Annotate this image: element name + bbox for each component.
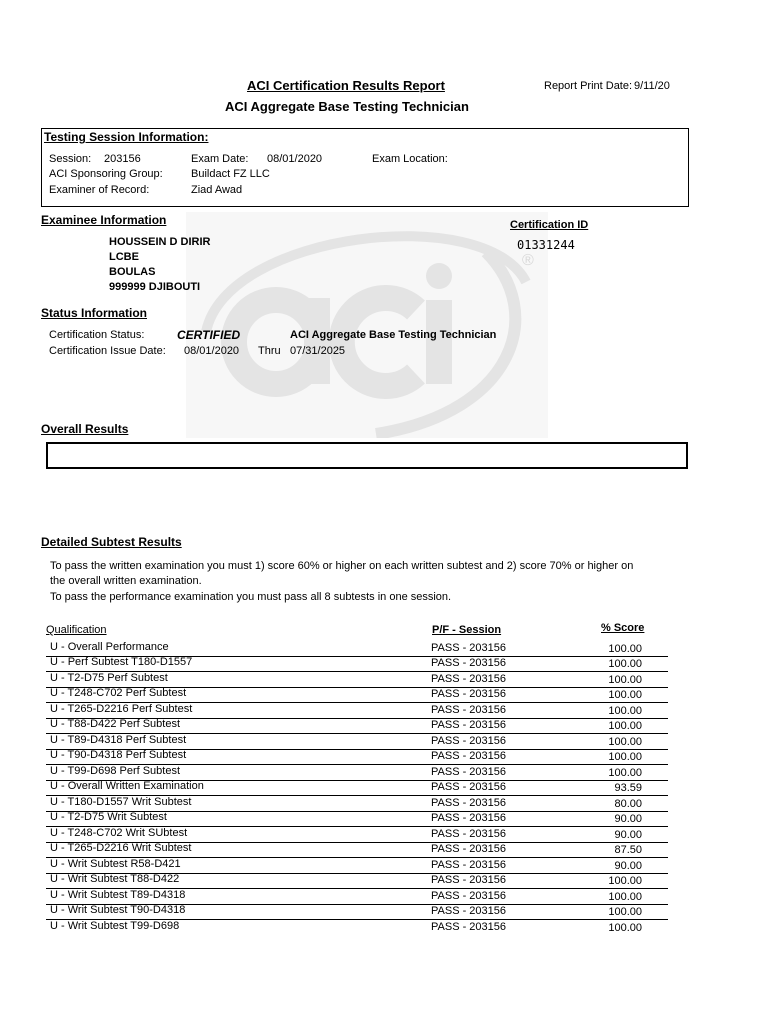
score-cell: 100.00 bbox=[608, 767, 642, 779]
column-header-qualification: Qualification bbox=[46, 624, 107, 636]
qualification-cell: U - T180-D1557 Writ Subtest bbox=[50, 796, 192, 808]
score-cell: 90.00 bbox=[614, 860, 642, 872]
cert-status-value: CERTIFIED bbox=[177, 328, 241, 342]
qualification-cell: U - T90-D4318 Perf Subtest bbox=[50, 749, 187, 761]
table-row bbox=[46, 889, 668, 905]
registered-mark: ® bbox=[522, 252, 534, 269]
qualification-cell: U - T88-D422 Perf Subtest bbox=[50, 718, 181, 730]
qualification-cell: U - Writ Subtest T88-D422 bbox=[50, 873, 180, 885]
qualification-cell: U - T2-D75 Writ Subtest bbox=[50, 811, 167, 823]
written-exam-note-line-1: To pass the written examination you must 1) score 60% or higher on each written subtest and 2) score 70% or higher on bbox=[50, 560, 634, 572]
score-cell: 80.00 bbox=[614, 798, 642, 810]
score-cell: 100.00 bbox=[608, 658, 642, 670]
score-cell: 90.00 bbox=[614, 813, 642, 825]
report-title: ACI Certification Results Report bbox=[247, 78, 445, 93]
qualification-cell: U - T265-D2216 Perf Subtest bbox=[50, 703, 193, 715]
pf-session-cell: PASS - 203156 bbox=[431, 750, 507, 762]
score-cell: 100.00 bbox=[608, 891, 642, 903]
aci-watermark-logo bbox=[186, 212, 548, 438]
pf-session-cell: PASS - 203156 bbox=[431, 874, 507, 886]
detailed-results-heading: Detailed Subtest Results bbox=[41, 535, 182, 549]
pf-session-cell: PASS - 203156 bbox=[431, 905, 507, 917]
table-row bbox=[46, 749, 668, 765]
score-cell: 100.00 bbox=[608, 674, 642, 686]
table-row bbox=[46, 873, 668, 889]
table-row bbox=[46, 656, 668, 672]
score-cell: 100.00 bbox=[608, 705, 642, 717]
pf-session-cell: PASS - 203156 bbox=[431, 843, 507, 855]
score-cell: 100.00 bbox=[608, 875, 642, 887]
examinee-line-3: BOULAS bbox=[109, 266, 156, 278]
qualification-cell: U - T89-D4318 Perf Subtest bbox=[50, 734, 187, 746]
pf-session-cell: PASS - 203156 bbox=[431, 704, 507, 716]
overall-results-box bbox=[46, 442, 688, 469]
pf-session-cell: PASS - 203156 bbox=[431, 673, 507, 685]
table-row bbox=[46, 858, 668, 874]
table-row bbox=[46, 641, 668, 657]
score-cell: 100.00 bbox=[608, 922, 642, 934]
qualification-cell: U - T248-C702 Writ SUbtest bbox=[50, 827, 188, 839]
qualification-cell: U - Writ Subtest R58-D421 bbox=[50, 858, 181, 870]
performance-exam-note: To pass the performance examination you must pass all 8 subtests in one session. bbox=[50, 591, 452, 603]
table-row bbox=[46, 734, 668, 750]
table-row bbox=[46, 718, 668, 734]
qualification-cell: U - Overall Written Examination bbox=[50, 780, 204, 792]
table-row bbox=[46, 765, 668, 781]
score-cell: 100.00 bbox=[608, 751, 642, 763]
pf-session-cell: PASS - 203156 bbox=[431, 688, 507, 700]
column-header-score: % Score bbox=[601, 622, 645, 634]
pf-session-cell: PASS - 203156 bbox=[431, 719, 507, 731]
score-cell: 100.00 bbox=[608, 689, 642, 701]
cert-status-label: Certification Status: bbox=[49, 329, 145, 341]
examiner-label: Examiner of Record: bbox=[49, 184, 150, 196]
pf-session-cell: PASS - 203156 bbox=[431, 781, 507, 793]
pf-session-cell: PASS - 203156 bbox=[431, 642, 507, 654]
examinee-heading: Examinee Information bbox=[41, 213, 167, 227]
table-row bbox=[46, 811, 668, 827]
qualification-cell: U - Writ Subtest T90-D4318 bbox=[50, 904, 186, 916]
exam-date-label: Exam Date: bbox=[191, 153, 249, 165]
table-row bbox=[46, 920, 668, 935]
qualification-cell: U - Writ Subtest T89-D4318 bbox=[50, 889, 186, 901]
issue-date-label: Certification Issue Date: bbox=[49, 345, 166, 357]
qualification-cell: U - T99-D698 Perf Subtest bbox=[50, 765, 181, 777]
overall-results-heading: Overall Results bbox=[41, 422, 129, 436]
print-date-label: Report Print Date: bbox=[544, 80, 633, 92]
table-row bbox=[46, 703, 668, 719]
pf-session-cell: PASS - 203156 bbox=[431, 766, 507, 778]
pf-session-cell: PASS - 203156 bbox=[431, 890, 507, 902]
table-row bbox=[46, 687, 668, 703]
status-heading: Status Information bbox=[41, 306, 148, 320]
column-header-pf-session: P/F - Session bbox=[432, 624, 502, 636]
qualification-cell: U - T265-D2216 Writ Subtest bbox=[50, 842, 192, 854]
pf-session-cell: PASS - 203156 bbox=[431, 921, 507, 933]
score-cell: 100.00 bbox=[608, 643, 642, 655]
qualification-cell: U - Writ Subtest T99-D698 bbox=[50, 920, 180, 932]
score-cell: 100.00 bbox=[608, 736, 642, 748]
pf-session-cell: PASS - 203156 bbox=[431, 828, 507, 840]
score-cell: 93.59 bbox=[614, 782, 642, 794]
session-value: 203156 bbox=[104, 153, 141, 165]
examinee-line-2: LCBE bbox=[109, 251, 139, 263]
print-date: 9/11/20 bbox=[634, 80, 670, 92]
written-exam-note-line-2: the overall written examination. bbox=[50, 575, 202, 587]
score-cell: 100.00 bbox=[608, 720, 642, 732]
certification-id: 01331244 bbox=[517, 238, 575, 252]
thru-label: Thru bbox=[258, 345, 281, 357]
table-row bbox=[46, 827, 668, 843]
exam-date-value: 08/01/2020 bbox=[267, 153, 323, 165]
pf-session-cell: PASS - 203156 bbox=[431, 657, 507, 669]
table-row bbox=[46, 672, 668, 688]
thru-date: 07/31/2025 bbox=[290, 345, 346, 357]
exam-location-label: Exam Location: bbox=[372, 153, 448, 165]
qualification-cell: U - T2-D75 Perf Subtest bbox=[50, 672, 168, 684]
testing-session-heading: Testing Session Information: bbox=[44, 130, 209, 144]
score-cell: 87.50 bbox=[614, 844, 642, 856]
cert-program: ACI Aggregate Base Testing Technician bbox=[290, 329, 497, 341]
sponsoring-group-value: Buildact FZ LLC bbox=[191, 168, 270, 180]
qualification-cell: U - Overall Performance bbox=[50, 641, 169, 653]
table-row bbox=[46, 780, 668, 796]
qualification-cell: U - Perf Subtest T180-D1557 bbox=[50, 656, 193, 668]
certification-id-heading: Certification ID bbox=[510, 219, 589, 231]
table-row bbox=[46, 904, 668, 920]
session-label: Session: bbox=[49, 153, 92, 165]
examinee-line-4: 999999 DJIBOUTI bbox=[109, 281, 201, 293]
qualification-cell: U - T248-C702 Perf Subtest bbox=[50, 687, 187, 699]
examiner-value: Ziad Awad bbox=[191, 184, 243, 196]
report-subtitle: ACI Aggregate Base Testing Technician bbox=[225, 99, 469, 114]
examinee-name: HOUSSEIN D DIRIR bbox=[109, 236, 211, 248]
pf-session-cell: PASS - 203156 bbox=[431, 797, 507, 809]
score-cell: 100.00 bbox=[608, 906, 642, 918]
issue-date: 08/01/2020 bbox=[184, 345, 240, 357]
pf-session-cell: PASS - 203156 bbox=[431, 812, 507, 824]
pf-session-cell: PASS - 203156 bbox=[431, 735, 507, 747]
score-cell: 90.00 bbox=[614, 829, 642, 841]
sponsoring-group-label: ACI Sponsoring Group: bbox=[49, 168, 163, 180]
table-row bbox=[46, 842, 668, 858]
table-row bbox=[46, 796, 668, 812]
pf-session-cell: PASS - 203156 bbox=[431, 859, 507, 871]
